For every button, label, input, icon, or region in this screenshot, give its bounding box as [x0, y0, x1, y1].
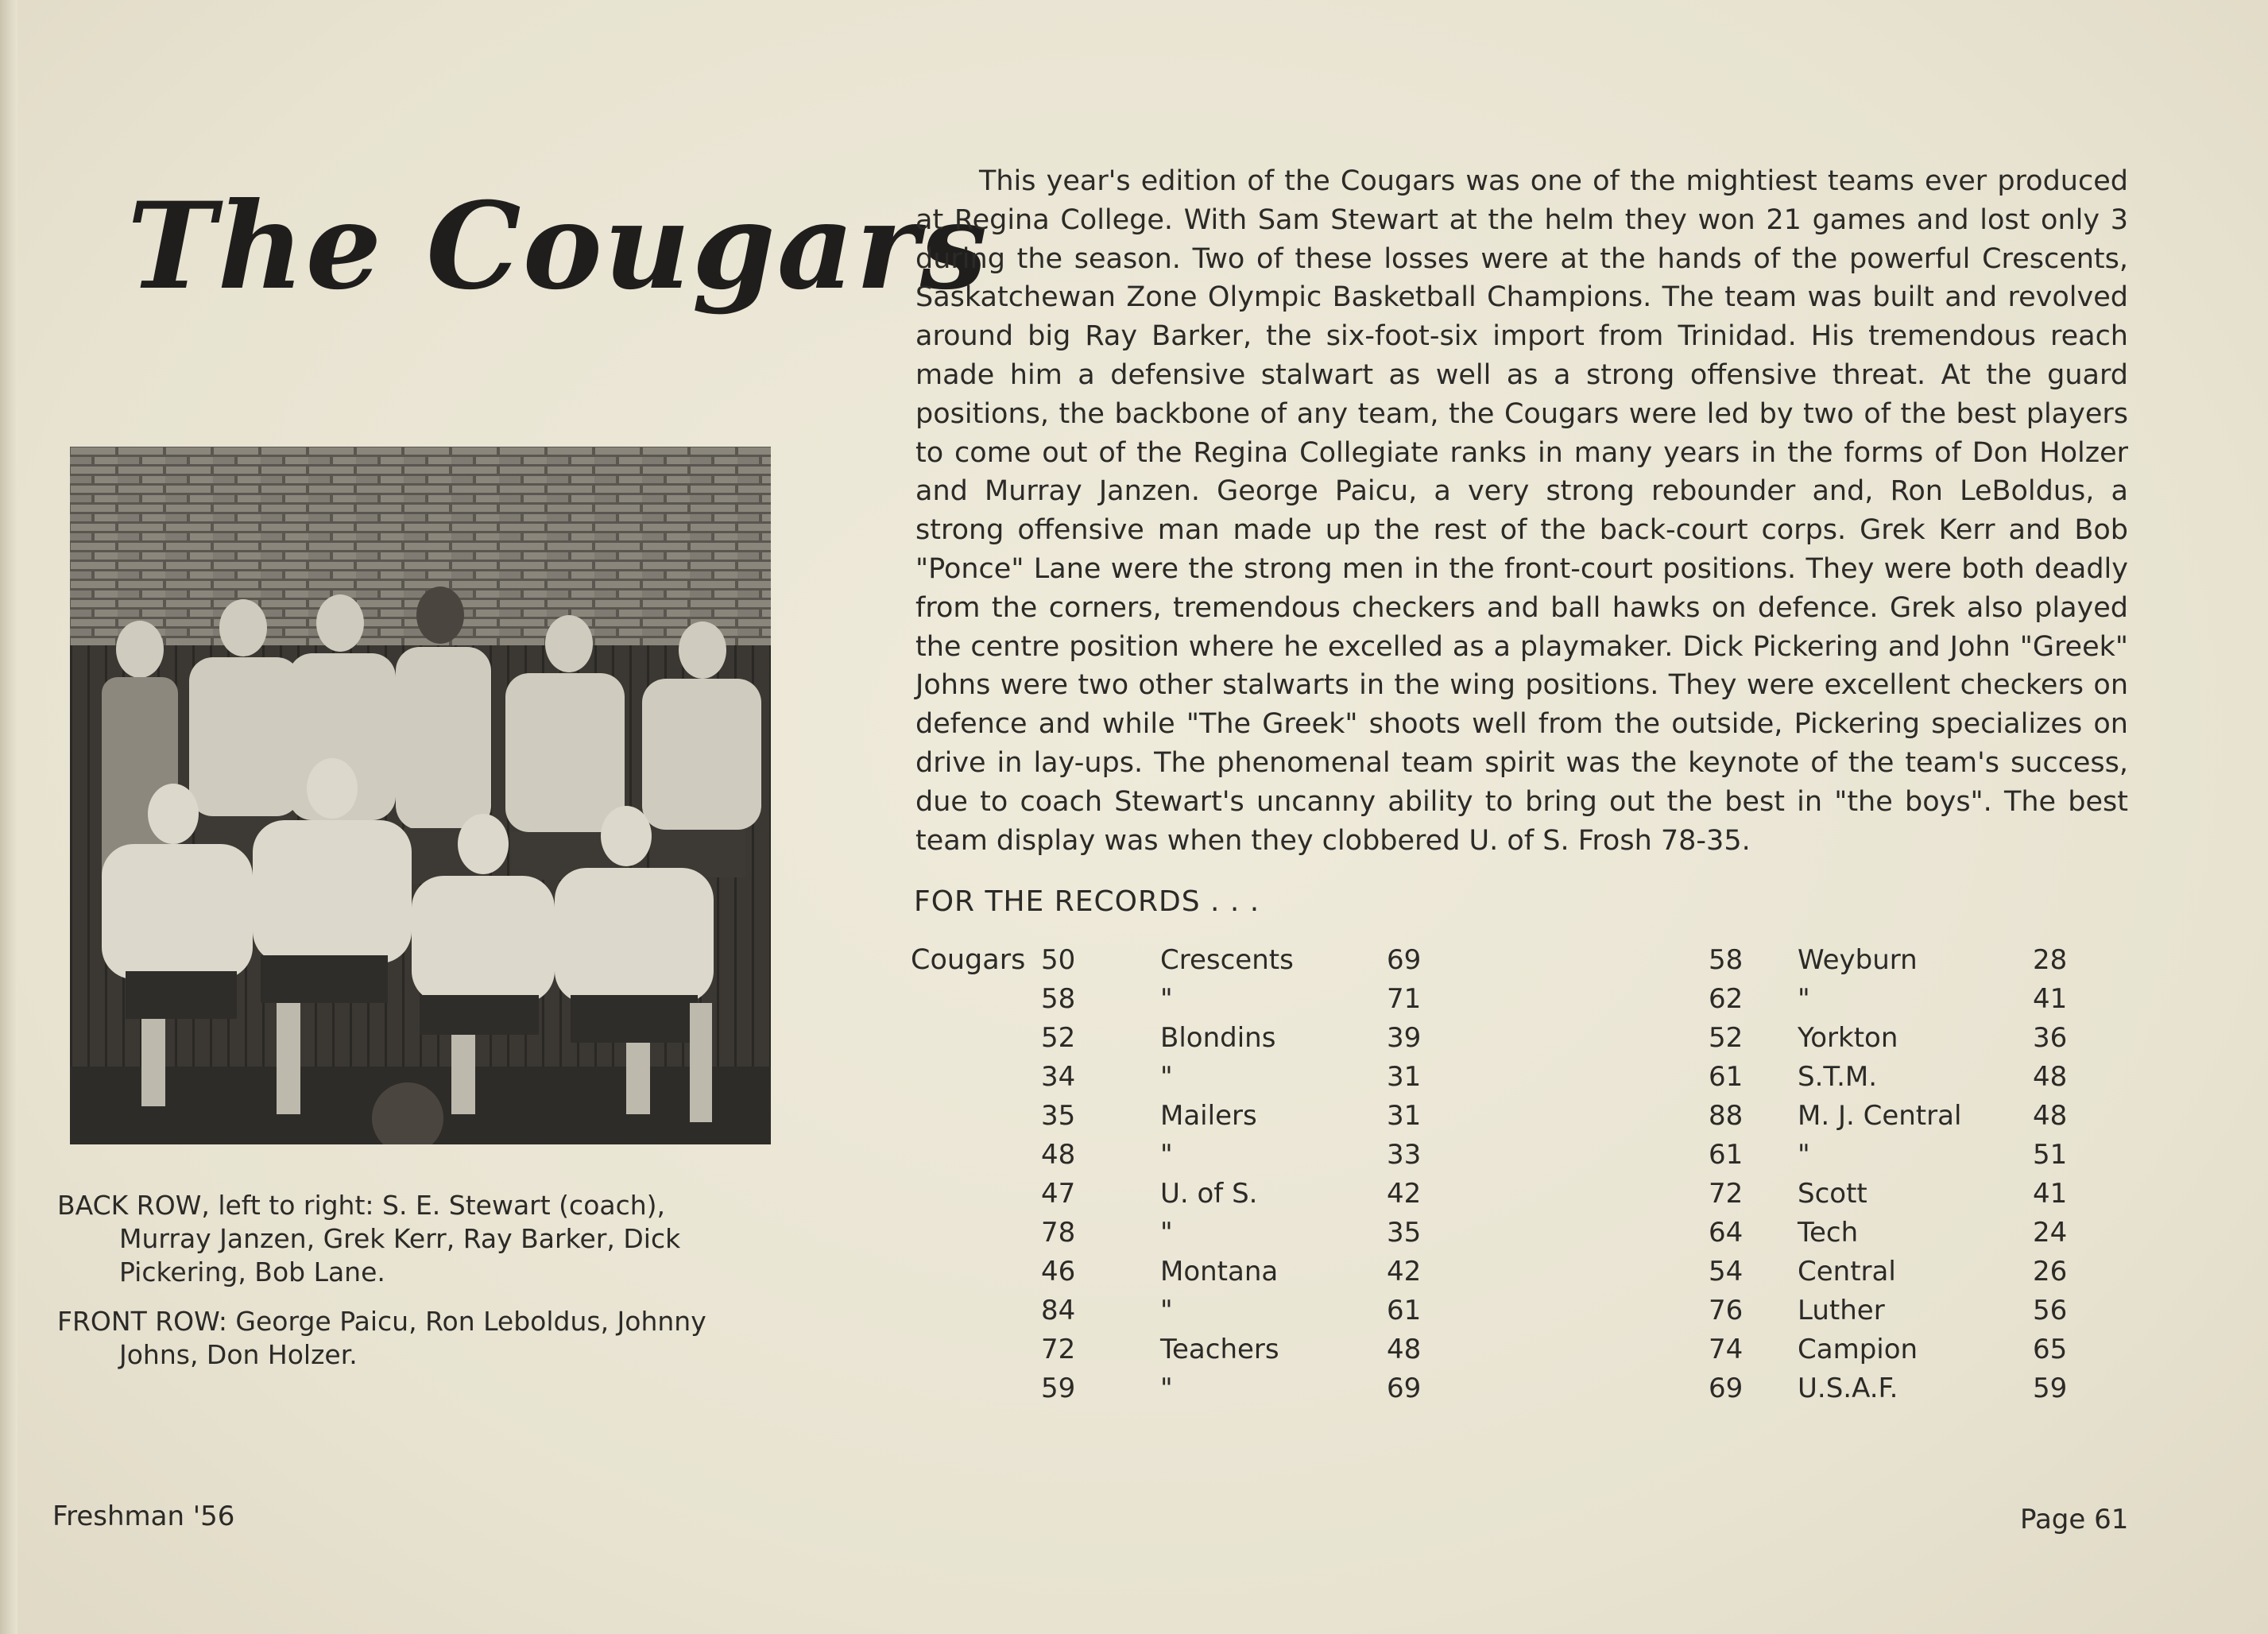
score-cougars: 35 [1041, 1100, 1076, 1132]
score-opponent-name: Scott [1798, 1178, 1867, 1210]
score-cougars: 46 [1041, 1256, 1076, 1287]
score-opponent: 33 [1387, 1139, 1422, 1171]
page-title: The Cougars [127, 176, 989, 316]
score-row [1041, 1097, 1454, 1136]
score-row [1709, 941, 2154, 980]
caption-back-row-line1: BACK ROW, left to right: S. E. Stewart (coach), [57, 1190, 666, 1221]
footer-page-number: Page 61 [2020, 1504, 2129, 1535]
score-opponent: 41 [2033, 983, 2068, 1015]
score-opponent-name: Tech [1798, 1217, 1859, 1249]
score-cougars: 61 [1709, 1061, 1744, 1093]
caption-back-row-line3: Pickering, Bob Lane. [119, 1256, 385, 1287]
caption-back-row-line2: Murray Janzen, Grek Kerr, Ray Barker, Dick [119, 1223, 681, 1254]
score-opponent: 56 [2033, 1295, 2068, 1326]
article-paragraph: This year's edition of the Cougars was one of the mightiest teams ever produced at Regina College. With Sam Stewart at the helm they won 21 games and lost only 3 during the season. Two of these losses were at the hands of the powerful Crescents, Saskatchewan Zone Olympic Basketball Champions. The team was built and revolved around big Ray Barker, the six-foot-six import from Trinidad. His tremendous reach made him a defensive stalwart as well as a strong offensive threat. At the guard positions, the backbone of any team, the Cougars were led by two of the best players to come out of the Regina Collegiate ranks in many years in the forms of Don Holzer and Murray Janzen. George Paicu, a very strong rebounder and, Ron LeBoldus, a strong offensive man made up the rest of the back-court corps. Grek Kerr and Bob "Ponce" Lane were the strong men in the front-court positions. They were both deadly from the corners, tremendous checkers and ball hawks on defence. Grek also played the centre position where he excelled as a playmaker. Dick Pickering and John "Greek" Johns were two other stalwarts in the wing positions. They were excellent checkers on defence and while "The Greek" shoots well from the outside, Pickering specializes on drive in lay-ups. The phenomenal team spirit was the keynote of the team's success, due to coach Stewart's uncanny ability to bring out the best in "the boys". The best team display was when they clobbered U. of S. Frosh 78-35. [915, 165, 2128, 857]
records-team-label: Cougars [911, 944, 1026, 976]
score-cougars: 52 [1709, 1022, 1744, 1054]
score-opponent: 31 [1387, 1100, 1422, 1132]
footer-publication: Freshman '56 [52, 1500, 235, 1532]
score-row [1041, 1253, 1454, 1291]
score-row [1709, 1175, 2154, 1214]
score-row [1041, 980, 1454, 1019]
score-cougars: 61 [1709, 1139, 1744, 1171]
score-opponent-name: " [1160, 1061, 1173, 1093]
score-row [1041, 1058, 1454, 1097]
score-opponent: 65 [2033, 1334, 2068, 1365]
score-cougars: 78 [1041, 1217, 1076, 1249]
score-opponent: 26 [2033, 1256, 2068, 1287]
score-cougars: 88 [1709, 1100, 1744, 1132]
score-opponent-name: Campion [1798, 1334, 1918, 1365]
score-opponent-name: U. of S. [1160, 1178, 1258, 1210]
score-opponent: 69 [1387, 944, 1422, 976]
score-cougars: 54 [1709, 1256, 1744, 1287]
score-row [1041, 1175, 1454, 1214]
scores-column-2 [1709, 941, 2154, 1408]
score-row [1041, 1369, 1454, 1408]
caption-front-row [57, 1305, 780, 1372]
score-opponent-name: " [1160, 1139, 1173, 1171]
score-cougars: 74 [1709, 1334, 1744, 1365]
article-body [915, 162, 2128, 860]
score-opponent-name: Blondins [1160, 1022, 1276, 1054]
page-binding-edge [0, 0, 17, 1634]
score-row [1041, 1214, 1454, 1253]
score-opponent-name: " [1160, 983, 1173, 1015]
score-opponent-name: " [1160, 1295, 1173, 1326]
score-row [1709, 1253, 2154, 1291]
score-row [1041, 941, 1454, 980]
score-opponent-name: Crescents [1160, 944, 1294, 976]
score-cougars: 72 [1041, 1334, 1076, 1365]
score-opponent-name: Central [1798, 1256, 1896, 1287]
scores-column-1 [1041, 941, 1454, 1408]
team-photo [70, 447, 771, 1144]
score-cougars: 58 [1041, 983, 1076, 1015]
score-opponent-name: " [1160, 1373, 1173, 1404]
score-cougars: 59 [1041, 1373, 1076, 1404]
score-cougars: 72 [1709, 1178, 1744, 1210]
score-row [1709, 1369, 2154, 1408]
score-cougars: 47 [1041, 1178, 1076, 1210]
score-opponent-name: M. J. Central [1798, 1100, 1962, 1132]
score-row [1041, 1019, 1454, 1058]
score-opponent: 24 [2033, 1217, 2068, 1249]
score-opponent: 28 [2033, 944, 2068, 976]
score-row [1041, 1291, 1454, 1330]
score-opponent-name: Weyburn [1798, 944, 1918, 976]
score-row [1709, 1058, 2154, 1097]
score-opponent: 35 [1387, 1217, 1422, 1249]
score-opponent: 69 [1387, 1373, 1422, 1404]
score-cougars: 69 [1709, 1373, 1744, 1404]
score-cougars: 48 [1041, 1139, 1076, 1171]
score-opponent: 48 [2033, 1061, 2068, 1093]
score-opponent: 71 [1387, 983, 1422, 1015]
score-row [1709, 1330, 2154, 1369]
score-cougars: 34 [1041, 1061, 1076, 1093]
score-opponent: 42 [1387, 1178, 1422, 1210]
score-cougars: 62 [1709, 983, 1744, 1015]
score-opponent-name: " [1798, 983, 1810, 1015]
caption-front-row-line2: Johns, Don Holzer. [119, 1339, 358, 1370]
team-photo-icon [70, 447, 771, 1144]
score-cougars: 64 [1709, 1217, 1744, 1249]
score-cougars: 76 [1709, 1295, 1744, 1326]
score-cougars: 52 [1041, 1022, 1076, 1054]
score-opponent: 41 [2033, 1178, 2068, 1210]
records-heading: FOR THE RECORDS . . . [914, 885, 1260, 918]
score-opponent-name: " [1798, 1139, 1810, 1171]
score-opponent-name: U.S.A.F. [1798, 1373, 1898, 1404]
score-row [1709, 1136, 2154, 1175]
score-opponent-name: Montana [1160, 1256, 1279, 1287]
score-row [1709, 1291, 2154, 1330]
score-row [1709, 1097, 2154, 1136]
score-opponent-name: Teachers [1160, 1334, 1279, 1365]
score-cougars: 84 [1041, 1295, 1076, 1326]
score-opponent: 31 [1387, 1061, 1422, 1093]
score-opponent: 59 [2033, 1373, 2068, 1404]
score-row [1709, 1019, 2154, 1058]
caption-front-row-line1: FRONT ROW: George Paicu, Ron Leboldus, Johnny [57, 1306, 706, 1337]
score-cougars: 58 [1709, 944, 1744, 976]
score-opponent: 39 [1387, 1022, 1422, 1054]
score-opponent-name: Mailers [1160, 1100, 1257, 1132]
score-row [1041, 1136, 1454, 1175]
score-opponent-name: Yorkton [1798, 1022, 1898, 1054]
score-opponent: 48 [1387, 1334, 1422, 1365]
score-opponent: 36 [2033, 1022, 2068, 1054]
score-row [1709, 1214, 2154, 1253]
score-opponent: 42 [1387, 1256, 1422, 1287]
score-row [1041, 1330, 1454, 1369]
score-opponent: 48 [2033, 1100, 2068, 1132]
score-cougars: 50 [1041, 944, 1076, 976]
score-opponent-name: " [1160, 1217, 1173, 1249]
score-opponent-name: S.T.M. [1798, 1061, 1878, 1093]
score-opponent-name: Luther [1798, 1295, 1885, 1326]
score-row [1709, 980, 2154, 1019]
caption-back-row [57, 1189, 780, 1289]
score-opponent: 51 [2033, 1139, 2068, 1171]
score-opponent: 61 [1387, 1295, 1422, 1326]
